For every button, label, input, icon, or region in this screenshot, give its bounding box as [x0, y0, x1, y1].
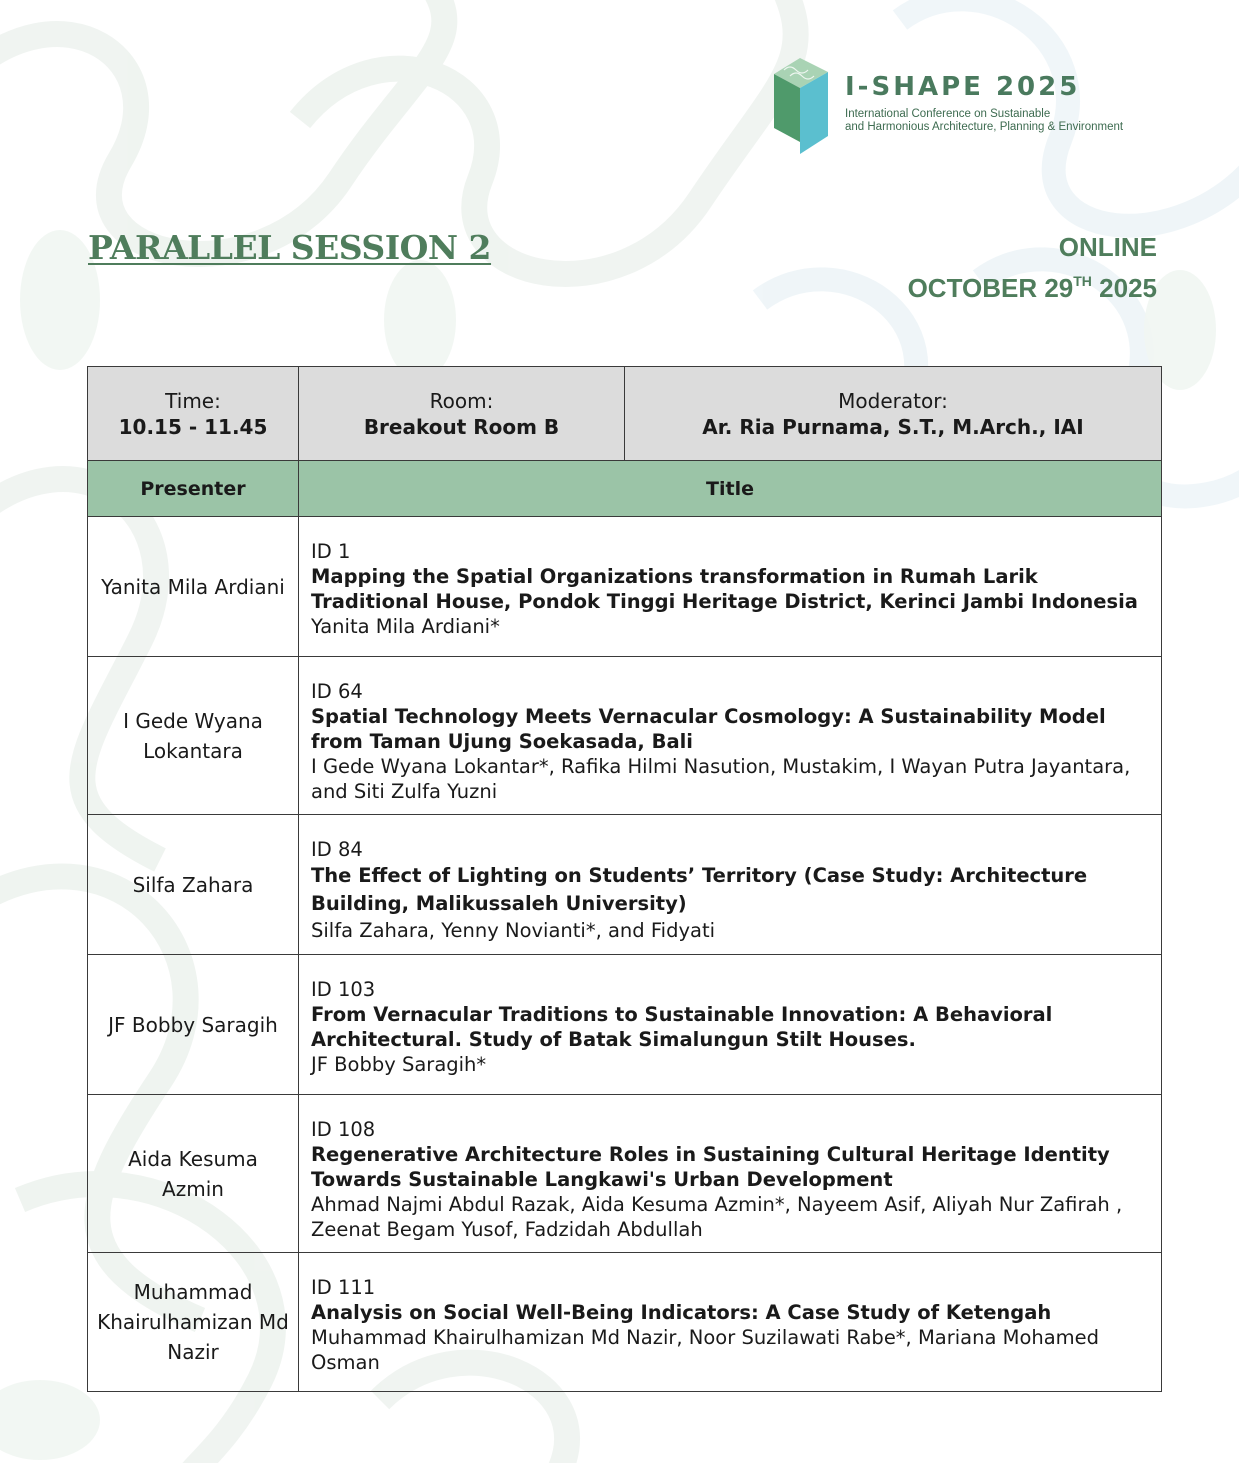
paper-title: Mapping the Spatial Organizations transformation in Rumah Larik Traditional House, Pondok Tinggi Heritage District, Kerinci Jambi Indonesia: [311, 565, 1138, 613]
presenter-name: Aida Kesuma Azmin: [88, 1095, 299, 1253]
room-cell: [299, 367, 625, 461]
table-row: [88, 815, 1162, 955]
time-value: 10.15 - 11.45: [118, 414, 268, 439]
table-row: [88, 1253, 1162, 1392]
paper-id: ID 103: [311, 978, 376, 1001]
presenter-name: JF Bobby Saragih: [88, 955, 299, 1095]
column-header-row: [88, 461, 1162, 517]
paper-id: ID 1: [311, 540, 351, 563]
paper-title: From Vernacular Traditions to Sustainable Innovation: A Behavioral Architectural. Study of Batak Simalungun Stilt Houses.: [311, 1003, 1053, 1051]
logo-subtitle-line-2: and Harmonious Architecture, Planning & Environment: [845, 121, 1124, 133]
paper-cell: [299, 657, 1162, 815]
moderator-value: Ar. Ria Purnama, S.T., M.Arch., IAI: [702, 414, 1084, 439]
paper-cell: [299, 517, 1162, 657]
session-date-year: 2025: [1091, 273, 1157, 303]
paper-cell: [299, 815, 1162, 955]
session-title: PARALLEL SESSION 2: [88, 228, 492, 267]
paper-id: ID 108: [311, 1118, 376, 1141]
schedule-table: [87, 366, 1162, 1392]
cube-logo-icon: [770, 50, 832, 158]
paper-authors: Ahmad Najmi Abdul Razak, Aida Kesuma Azmin*, Nayeem Asif, Aliyah Nur Zafirah , Zeenat Begam Yusof, Fadzidah Abdullah: [311, 1193, 1123, 1241]
paper-authors: Yanita Mila Ardiani*: [311, 615, 500, 638]
table-row: [88, 1095, 1162, 1253]
session-mode: ONLINE: [1058, 232, 1157, 262]
paper-authors: Muhammad Khairulhamizan Md Nazir, Noor Suzilawati Rabe*, Mariana Mohamed Osman: [311, 1326, 1100, 1374]
paper-cell: [299, 1095, 1162, 1253]
moderator-cell: [625, 367, 1162, 461]
room-label: Room:: [429, 388, 494, 413]
paper-title: Analysis on Social Well-Being Indicators: A Case Study of Ketengah: [311, 1301, 1052, 1324]
paper-title: Regenerative Architecture Roles in Sustaining Cultural Heritage Identity Towards Sustainable Langkawi's Urban Development: [311, 1143, 1110, 1191]
table-row: [88, 657, 1162, 815]
moderator-label: Moderator:: [838, 388, 948, 413]
table-row: [88, 955, 1162, 1095]
title-column-header: Title: [299, 461, 1162, 517]
paper-title: Spatial Technology Meets Vernacular Cosmology: A Sustainability Model from Taman Ujung Soekasada, Bali: [311, 705, 1106, 753]
session-date-suffix-sup: TH: [1073, 273, 1092, 289]
paper-authors: Silfa Zahara, Yenny Novianti*, and Fidyati: [311, 919, 716, 942]
paper-authors: JF Bobby Saragih*: [311, 1053, 487, 1076]
presenter-column-header: Presenter: [88, 461, 299, 517]
session-date-main: OCTOBER 29: [907, 273, 1074, 303]
paper-cell: [299, 1253, 1162, 1392]
logo-subtitle-line-1: International Conference on Sustainable: [845, 108, 1051, 120]
logo-subtitle: [845, 108, 1123, 134]
time-cell: [88, 367, 299, 461]
conference-logo: [770, 50, 1170, 160]
presenter-name: Yanita Mila Ardiani: [88, 517, 299, 657]
paper-id: ID 111: [311, 1276, 376, 1299]
session-date: [908, 264, 1157, 305]
presenter-name: Muhammad Khairulhamizan Md Nazir: [88, 1253, 299, 1392]
time-label: Time:: [165, 388, 221, 413]
room-value: Breakout Room B: [363, 414, 560, 439]
paper-id: ID 64: [311, 680, 363, 703]
paper-cell: [299, 955, 1162, 1095]
paper-title: The Effect of Lighting on Students’ Territory (Case Study: Architecture Building, Malikussaleh University): [311, 864, 1088, 915]
paper-authors: I Gede Wyana Lokantar*, Rafika Hilmi Nasution, Mustakim, I Wayan Putra Jayantara, and Siti Zulfa Yuzni: [311, 755, 1131, 803]
table-row: [88, 517, 1162, 657]
session-meta: [908, 230, 1157, 305]
logo-title: I-SHAPE 2025: [845, 72, 1081, 102]
paper-id: ID 84: [311, 838, 363, 861]
session-info-row: [88, 367, 1162, 461]
presenter-name: Silfa Zahara: [88, 815, 299, 955]
presenter-name: I Gede Wyana Lokantara: [88, 657, 299, 815]
